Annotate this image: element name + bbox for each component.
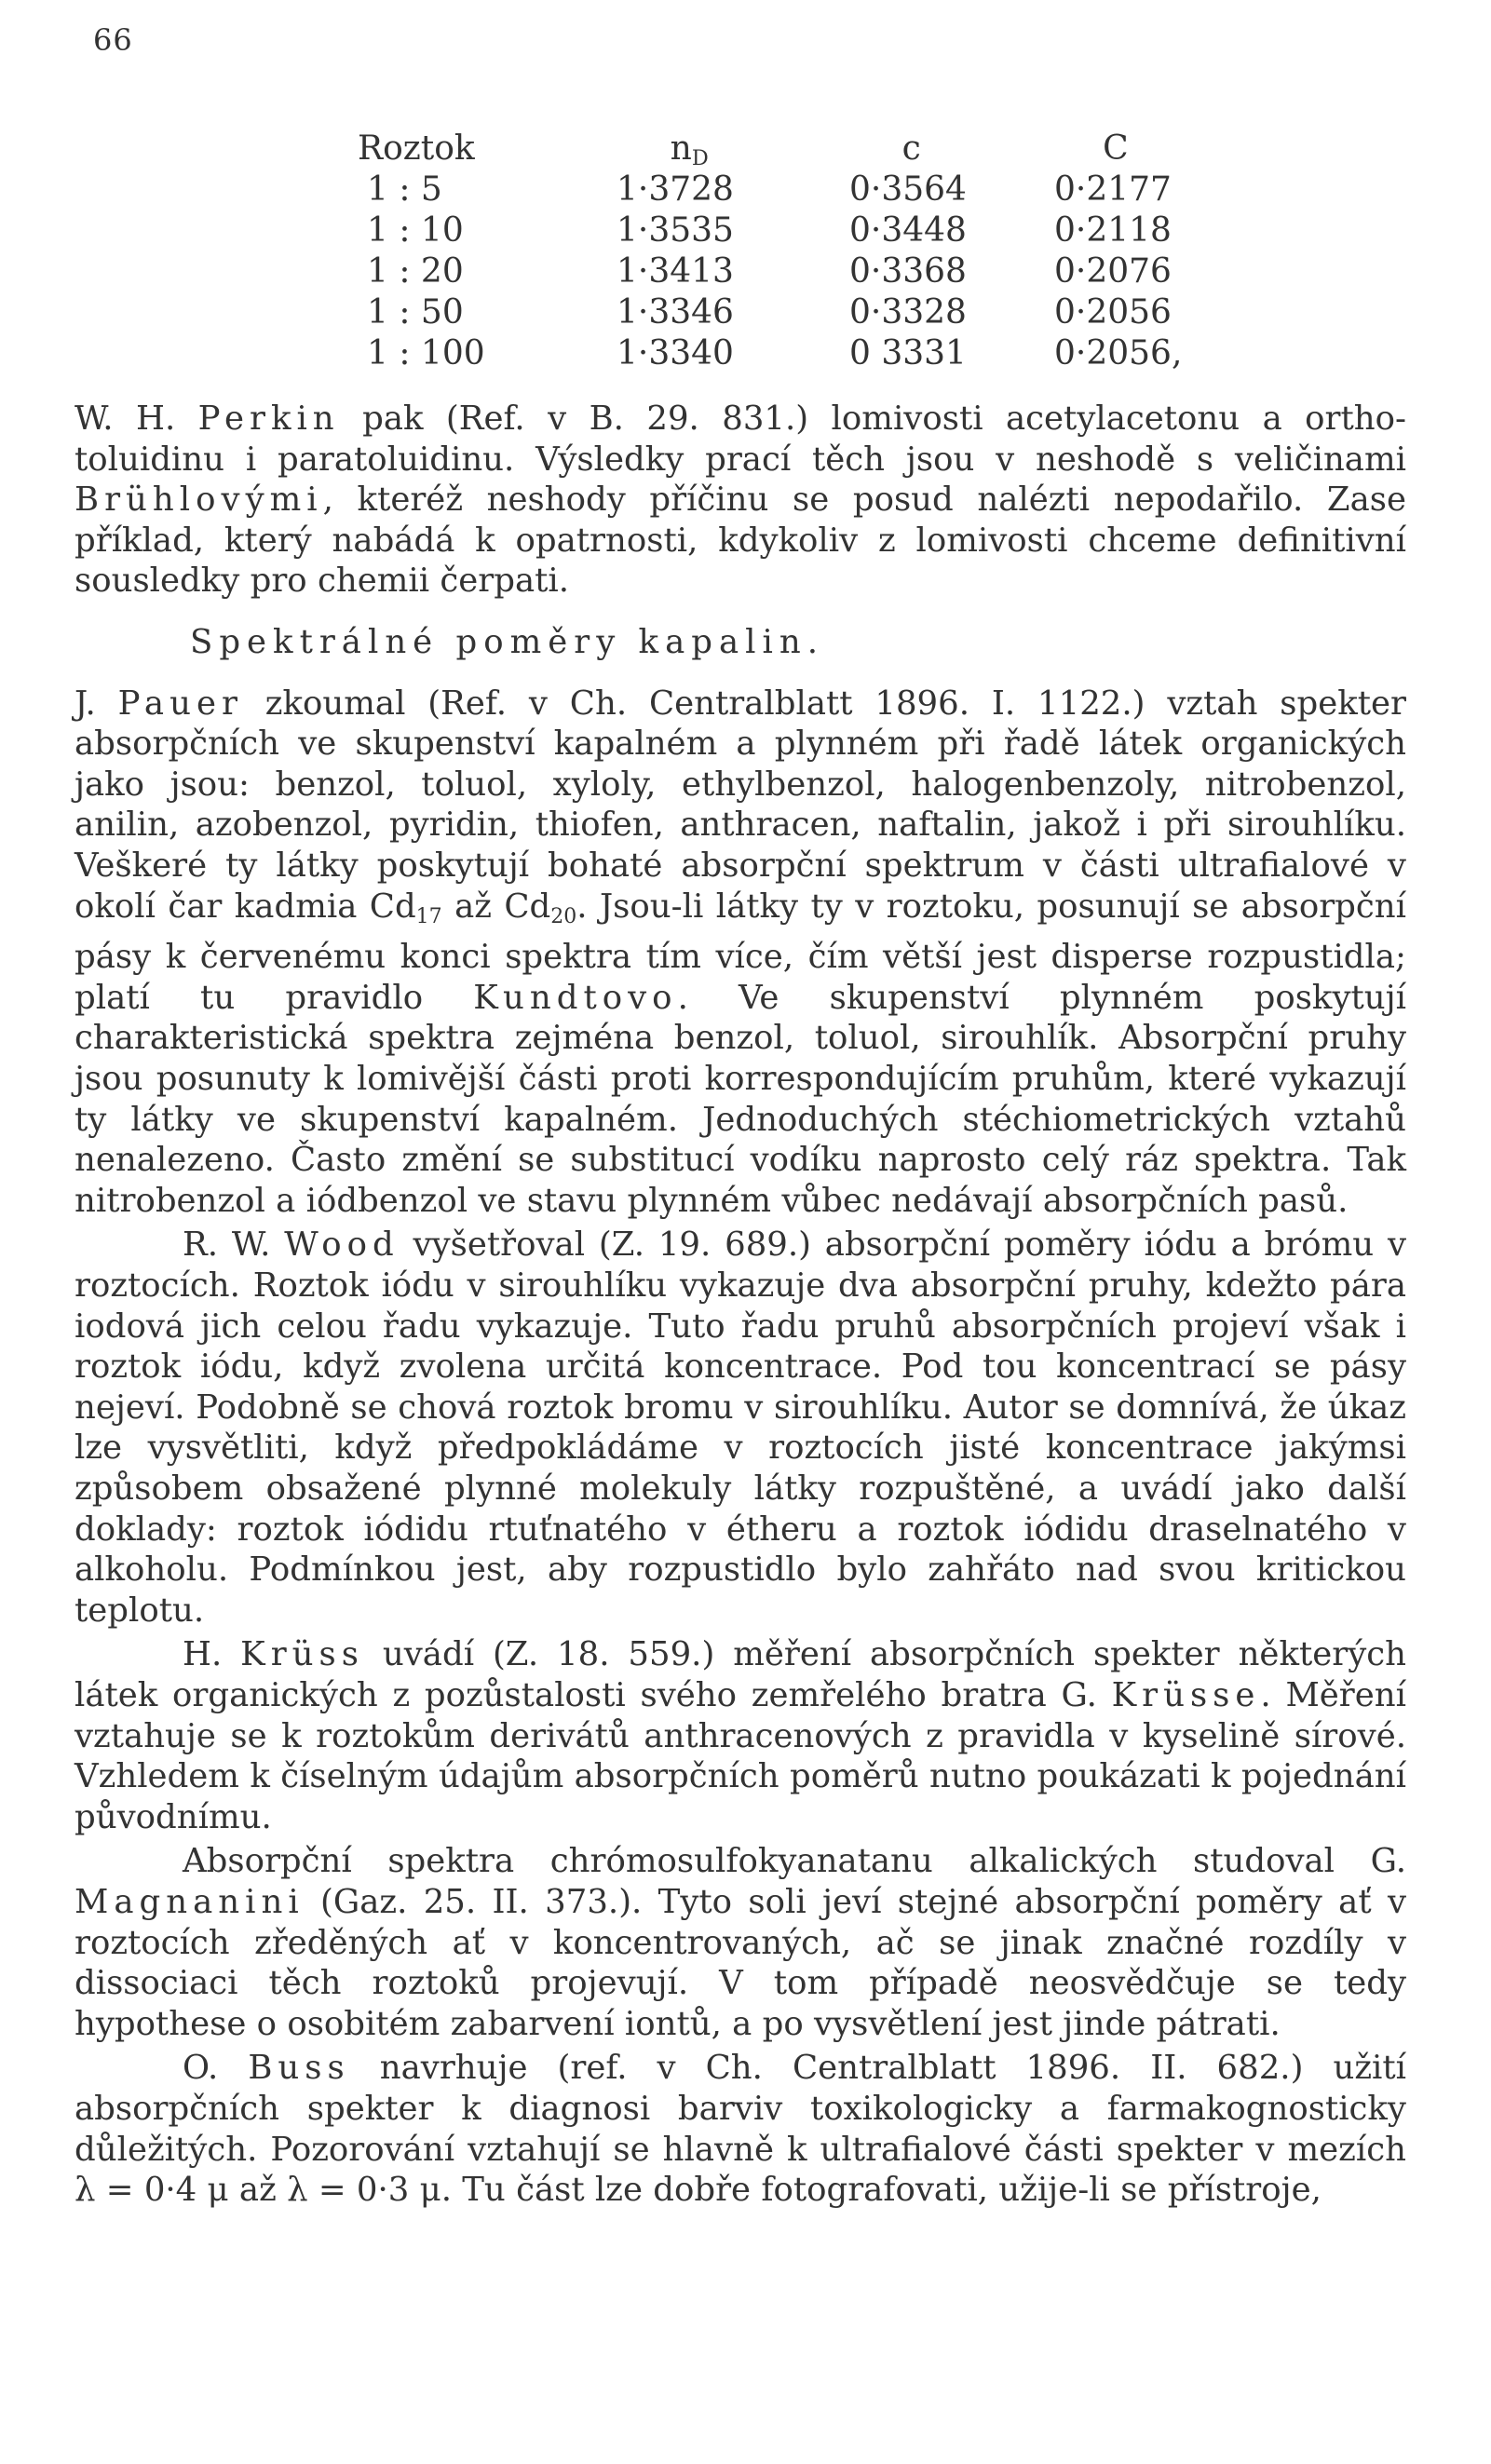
paragraph-perkin [75,399,1406,602]
text-run: uvádí (Z. 18. 559.) měření absorpčních spekter některých látek organických z pozůstalosti svého zemřelého bratra G. [75,1635,1406,1714]
text-run: H. [183,1635,241,1674]
cell-solution: 1 : 20 [367,252,464,291]
text-run: W. H. [75,399,198,438]
author-name: Krüss [240,1635,364,1674]
text-run: . Ve skupenství plynném poskytují charakteristická spektra zejména benzol, toluol, sirouhlík. Absorpční pruhy jsou posunuty k lomivější části proti korrespondujícím pruhům, které vykazují ty látky ve skupenství kapalném. Jednoduchých stéchiometrických vztahů nenalezeno. Často změní se substitucí vodíku naprosto celý ráz spektra. Tak nitrobenzol a iódbenzol ve stavu plynném vůbec nedávají absorpčních pasů. [75,978,1406,1220]
text-run: Absorpční spektra chrómosulfokyanatanu alkalických studoval G. [183,1842,1406,1881]
text-run: vyšetřoval (Z. 19. 689.) absorpční poměry iódu a brómu v roztocích. Roztok iódu v sirouhlíku vykazuje dva absorpční pruhy, kdežto pára iodová jich celou řadu vykazuje. Tuto řadu pruhů absorpčních projeví však i roztok iódu, když zvolena určitá koncentrace. Pod tou koncentrací se pásy nejeví. Podobně se chová roztok bromu v sirouhlíku. Autor se domnívá, že úkaz lze vysvětliti, když předpokládáme v roztocích jisté koncentrace jakýmsi způsobem obsažené plynné molekuly látky rozpuštěné, a uvádí jako další doklady: roztok iódidu rtuťnatého v étheru a roztok iódidu draselnatého v alkoholu. Podmínkou jest, aby rozpustidlo bylo zahřáto nad svou kritickou teplotu. [75,1225,1406,1630]
cell-C: 0·2118 [1054,211,1172,250]
text-run: , kteréž neshody příčinu se posud nalézti nepodařilo. Zase příklad, který nabádá k opatrnosti, kdykoliv z lomivosti chceme definitivní sousledky pro chemii čerpati. [75,481,1406,601]
paragraph-buss [75,2048,1406,2210]
cell-n: 1·3728 [617,170,734,209]
header-c: c [901,129,921,168]
cell-c: 0 3331 [849,334,967,372]
text-run: navrhuje (ref. v Ch. Centralblatt 1896. II. 682.) užití absorpčních spekter k diagnosi barviv toxikologicky a farmakognosticky důležitých. Pozorování vztahují se hlavně k ultrafialové části spekter v mezích λ = 0·4 μ až λ = 0·3 μ. Tu část lze dobře fotografovati, užije-li se přístroje, [75,2049,1406,2210]
table-header-row [346,129,1231,169]
text-run: . Měření vztahuje se k roztokům derivátů anthracenových z pravidla v kyselině sírové. Vzhledem k číselným údajům absorpčních poměrů nutno poukázati k pojednání původnímu. [75,1675,1407,1836]
text-run: až Cd [441,887,551,926]
cell-solution: 1 : 50 [367,293,464,332]
table-row [346,251,1231,292]
cell-solution: 1 : 10 [367,211,464,250]
cell-n: 1·3346 [617,293,734,332]
cell-c: 0·3448 [849,211,967,250]
section-heading: Spektrálné poměry kapalin. [190,622,824,661]
paragraph-pauer [75,684,1406,1222]
table-row [346,210,1231,251]
text-run: . Jsou-li látky ty v roztoku, posunují se absorpční pásy k červenému konci spektra tím více, čím větší jest disperse rozpustidla; platí tu pravidlo [75,887,1407,1017]
author-name: Krüsse [1111,1675,1261,1714]
text-run: pak (Ref. v B. 29. 831.) lomivosti acetylacetonu a ortho- toluidinu i paratoluidinu. Výsledky prací těch jsou v neshodě s veličinami [75,399,1406,479]
text-run: J. [75,684,118,723]
cell-n: 1·3535 [617,211,734,250]
cell-C: 0·2076 [1054,252,1172,291]
cell-solution: 1 : 5 [367,170,442,209]
cell-c: 0·3564 [849,170,967,209]
header-C: C [1103,129,1129,168]
refraction-table [346,129,1231,374]
header-refractive-index [624,129,854,169]
table-row [346,333,1231,374]
author-name: Kundtovo [473,978,678,1017]
cell-n: 1·3413 [617,252,734,291]
cell-C: 0·2056, [1054,334,1183,372]
cell-C: 0·2056 [1054,293,1172,332]
cell-n: 1·3340 [617,334,734,372]
header-n-subscript: D [691,146,709,171]
author-name: Magnanini [75,1882,305,1921]
cell-c: 0·3368 [849,252,967,291]
text-run: (Gaz. 25. II. 373.). Tyto soli jeví stejné absorpční poměry ať v roztocích zředěných ať v koncentrovaných, ač se jinak značné rozdíly v dissociaci těch roztoků projevují. V tom případě neosvědčuje se tedy hypothese o osobitém zabarvení iontů, a po vysvětlení jest jinde pátrati. [75,1882,1406,2043]
table-row [346,292,1231,333]
table-row [346,169,1231,210]
header-solution: Roztok [358,129,475,168]
author-name: Perkin [197,399,340,438]
cell-c: 0·3328 [849,293,967,332]
text-run: R. W. [183,1225,285,1265]
subscript: 17 [415,904,442,928]
author-name: Wood [284,1225,400,1265]
paragraph-kruss [75,1634,1406,1837]
text-run: O. [183,2049,249,2088]
cell-C: 0·2177 [1054,170,1172,209]
subscript: 20 [550,904,577,928]
author-name: Buss [248,2049,350,2088]
paragraph-wood [75,1225,1406,1631]
paragraph-magnanini [75,1841,1406,2044]
author-name: Pauer [117,684,243,723]
header-n: n [670,129,692,168]
page-number: 66 [93,22,133,58]
body-text [75,399,1406,2211]
cell-solution: 1 : 100 [367,334,485,372]
text-run: zkoumal (Ref. v Ch. Centralblatt 1896. I. 1122.) vztah spekter absorpčních ve skupenství kapalném a plynném při řadě látek organických jako jsou: benzol, toluol, xyloly, ethylbenzol, halogenbenzoly, nitrobenzol, anilin, azobenzol, pyridin, thiofen, anthracen, naftalin, jakož i při sirouhlíku. Veškeré ty látky poskytují bohaté absorpční spektrum v části ultrafialové v okolí čar kadmia Cd [75,684,1406,926]
author-name: Brühlovými [75,481,323,520]
